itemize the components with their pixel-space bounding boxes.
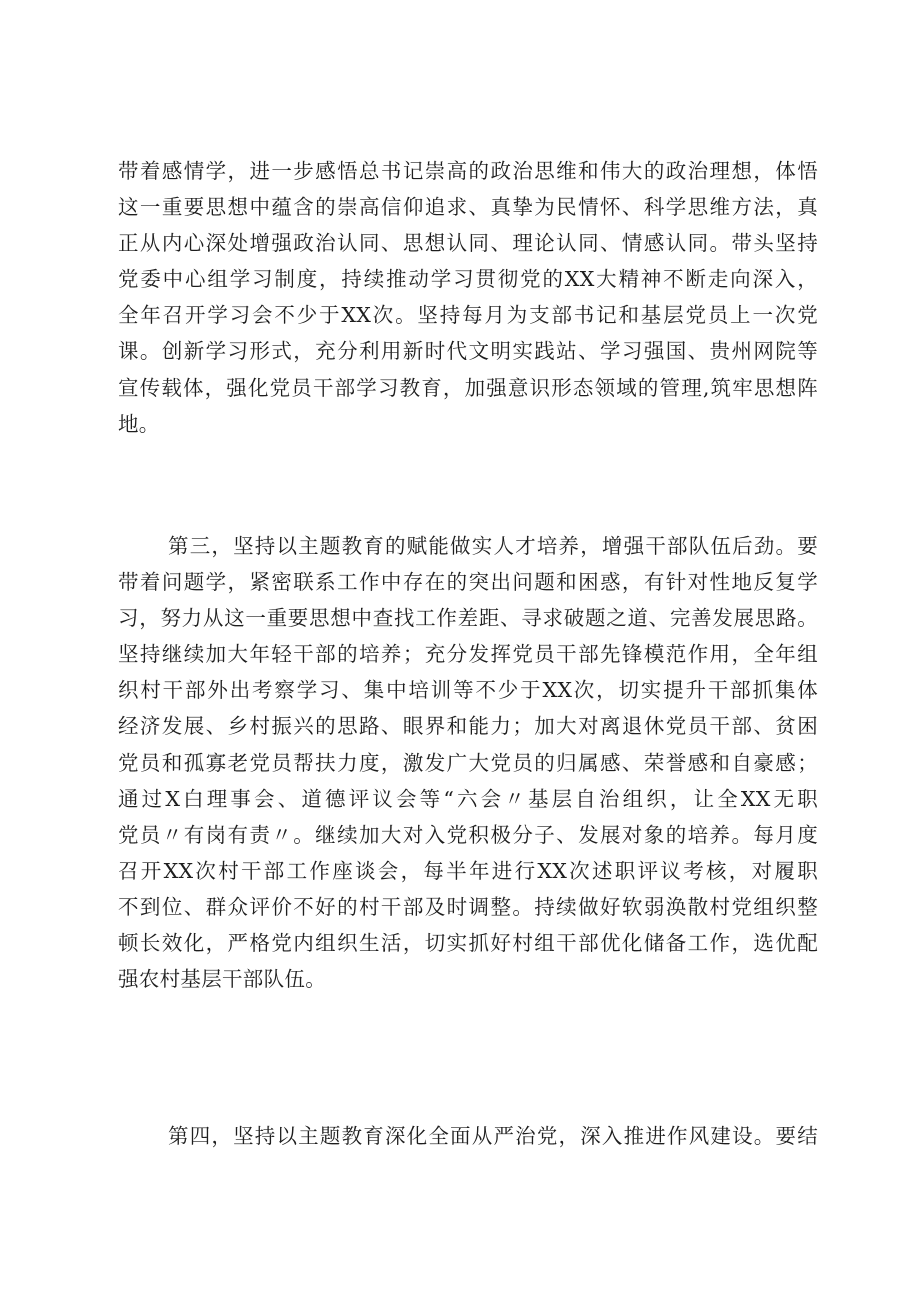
text-line: 坚持继续加大年轻干部的培养；充分发挥党员干部先锋模范作用，全年组	[118, 642, 818, 667]
text-line: 顿长效化，严格党内组织生活，切实抓好村组干部优化储备工作，选优配	[118, 931, 818, 956]
text-line: 党员〃有岗有责〃。继续加大对入党积极分子、发展对象的培养。每月度	[118, 822, 818, 847]
text-line: 习，努力从这一重要思想中查找工作差距、寻求破题之道、完善发展思路。	[118, 606, 818, 631]
text-line: 不到位、群众评价不好的村干部及时调整。持续做好软弱涣散村党组织整	[118, 894, 818, 919]
text-line: 织村干部外出考察学习、集中培训等不少于XX次，切实提升干部抓集体	[118, 678, 818, 703]
text-line: 党员和孤寡老党员帮扶力度，激发广大党员的归属感、荣誉感和自豪感；	[118, 750, 818, 775]
text-line: 通过X白理事会、道德评议会等“六会〃基层自治组织，让全XX无职	[118, 786, 818, 811]
text-line: 这一重要思想中蕴含的崇高信仰追求、真挚为民情怀、科学思维方法，真	[118, 195, 818, 220]
text-line: 地。	[118, 411, 160, 436]
text-line: 带着问题学，紧密联系工作中存在的突出问题和困惑，有针对性地反复学	[118, 570, 818, 595]
text-line: 第四，坚持以主题教育深化全面从严治党，深入推进作风建设。要结	[168, 1124, 818, 1148]
text-line: 强农村基层干部队伍。	[118, 967, 326, 992]
paragraph-strict-governance	[118, 1118, 818, 1154]
text-line: 党委中心组学习制度，持续推动学习贯彻党的XX大精神不断走向深入，	[118, 267, 818, 292]
paragraph-talent-cultivation	[118, 528, 818, 997]
text-line: 第三，坚持以主题教育的赋能做实人才培养，增强干部队伍后劲。要	[168, 534, 818, 558]
text-line: 经济发展、乡村振兴的思路、眼界和能力；加大对离退休党员干部、贫困	[118, 714, 818, 739]
text-line: 召开XX次村干部工作座谈会，每半年进行XX次述职评议考核，对履职	[118, 858, 818, 883]
text-line: 全年召开学习会不少于XX次。坚持每月为支部书记和基层党员上一次党	[118, 303, 818, 328]
paragraph-study-with-emotion	[118, 153, 818, 442]
text-line: 课。创新学习形式，充分利用新时代文明实践站、学习强国、贵州网院等	[118, 339, 818, 364]
text-line: 正从内心深处增强政治认同、思想认同、理论认同、情感认同。带头坚持	[118, 231, 818, 256]
text-line: 宣传载体，强化党员干部学习教育，加强意识形态领域的管理,筑牢思想阵	[118, 375, 818, 400]
text-line: 带着感情学，进一步感悟总书记崇高的政治思维和伟大的政治理想，体悟	[118, 159, 818, 183]
